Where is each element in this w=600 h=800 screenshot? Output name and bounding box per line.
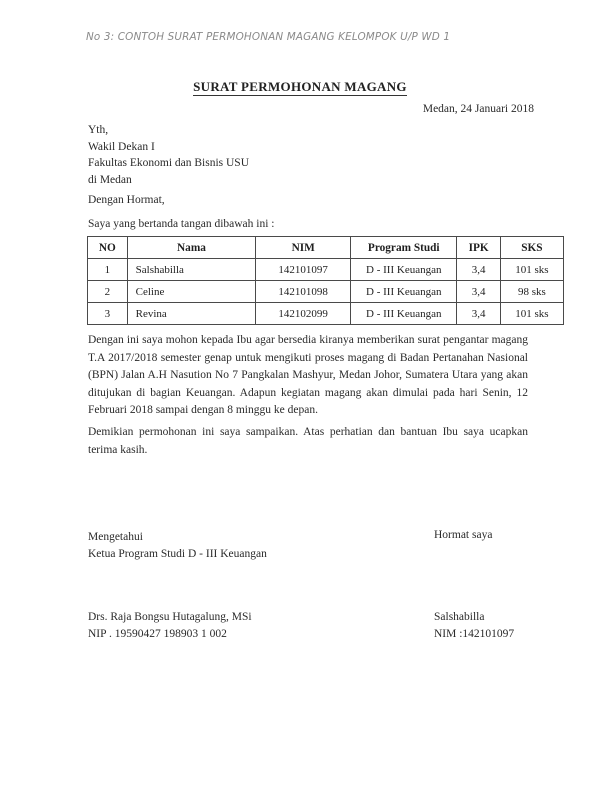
signatory-name-right: Salshabilla: [434, 611, 485, 623]
column-header-no: NO: [88, 237, 128, 259]
signature-left-role-2: Ketua Program Studi D - III Keuangan: [88, 548, 267, 560]
date-line: Medan, 24 Januari 2018: [422, 103, 534, 115]
signatory-nip: NIP . 19590427 198903 1 002: [88, 628, 227, 640]
page-title-text: SURAT PERMOHONAN MAGANG: [193, 79, 407, 94]
column-header-program-studi: Program Studi: [351, 237, 457, 259]
cell-sks: 101 sks: [500, 303, 563, 325]
table-row: [88, 303, 564, 325]
signature-right-name-block: [434, 609, 514, 643]
cell-ipk: 3,4: [457, 303, 500, 325]
recipient-block: [88, 122, 249, 188]
recipient-line-4: di Medan: [88, 173, 132, 186]
recipient-line-2: Wakil Dekan I: [88, 140, 155, 153]
signature-left-name-block: [88, 609, 252, 643]
cell-nim: 142101097: [256, 259, 351, 281]
cell-program: D - III Keuangan: [351, 259, 457, 281]
cell-no: 3: [88, 303, 128, 325]
column-header-nama: Nama: [127, 237, 256, 259]
page-title: [0, 79, 600, 95]
signature-left-role-block: [88, 529, 267, 563]
recipient-line-3: Fakultas Ekonomi dan Bisnis USU: [88, 157, 250, 169]
signature-left-role-1: Mengetahui: [88, 531, 143, 543]
cell-sks: 98 sks: [500, 281, 563, 303]
document-header-note: No 3: CONTOH SURAT PERMOHONAN MAGANG KELOMPOK U/P WD 1: [86, 31, 451, 43]
column-header-ipk: IPK: [457, 237, 500, 259]
cell-sks: 101 sks: [500, 259, 563, 281]
cell-ipk: 3,4: [457, 259, 500, 281]
column-header-sks: SKS: [500, 237, 563, 259]
cell-program: D - III Keuangan: [351, 281, 457, 303]
cell-nama: Revina: [127, 303, 256, 325]
table-row: [88, 259, 564, 281]
recipient-line-1: Yth,: [88, 124, 109, 136]
signatory-nim: NIM :142101097: [434, 628, 515, 640]
cell-program: D - III Keuangan: [351, 303, 457, 325]
body-paragraph-2: Demikian permohonan ini saya sampaikan. Atas perhatian dan bantuan Ibu saya ucapkan terima kasih.: [88, 426, 528, 456]
cell-no: 1: [88, 259, 128, 281]
table-header-row: [88, 237, 564, 259]
body-paragraph-1: Dengan ini saya mohon kepada Ibu agar bersedia kiranya memberikan surat pengantar magang T.A 2017/2018 semester genap untuk mengikuti proses magang di Badan Pertanahan Nasional (BPN) Jalan A.H Nasution No 7 Pangkalan Mashyur, Medan Johor, Sumatera Utara yang akan ditujukan di bagian Keuangan. Adapun kegiatan magang akan dimulai pada hari Senin, 12 Februari 2018 sampai dengan 8 minggu ke depan.: [88, 334, 528, 417]
cell-ipk: 3,4: [457, 281, 500, 303]
signatory-name-left: Drs. Raja Bongsu Hutagalung, MSi: [88, 611, 252, 623]
cell-nama: Salshabilla: [127, 259, 256, 281]
salutation: Dengan Hormat,: [88, 194, 165, 206]
signature-right-role: Hormat saya: [434, 529, 493, 541]
cell-nim: 142101098: [256, 281, 351, 303]
table-row: [88, 281, 564, 303]
intro-line: Saya yang bertanda tangan dibawah ini :: [88, 218, 275, 230]
student-table: [87, 236, 564, 325]
cell-nama: Celine: [127, 281, 256, 303]
cell-nim: 142102099: [256, 303, 351, 325]
cell-no: 2: [88, 281, 128, 303]
column-header-nim: NIM: [256, 237, 351, 259]
